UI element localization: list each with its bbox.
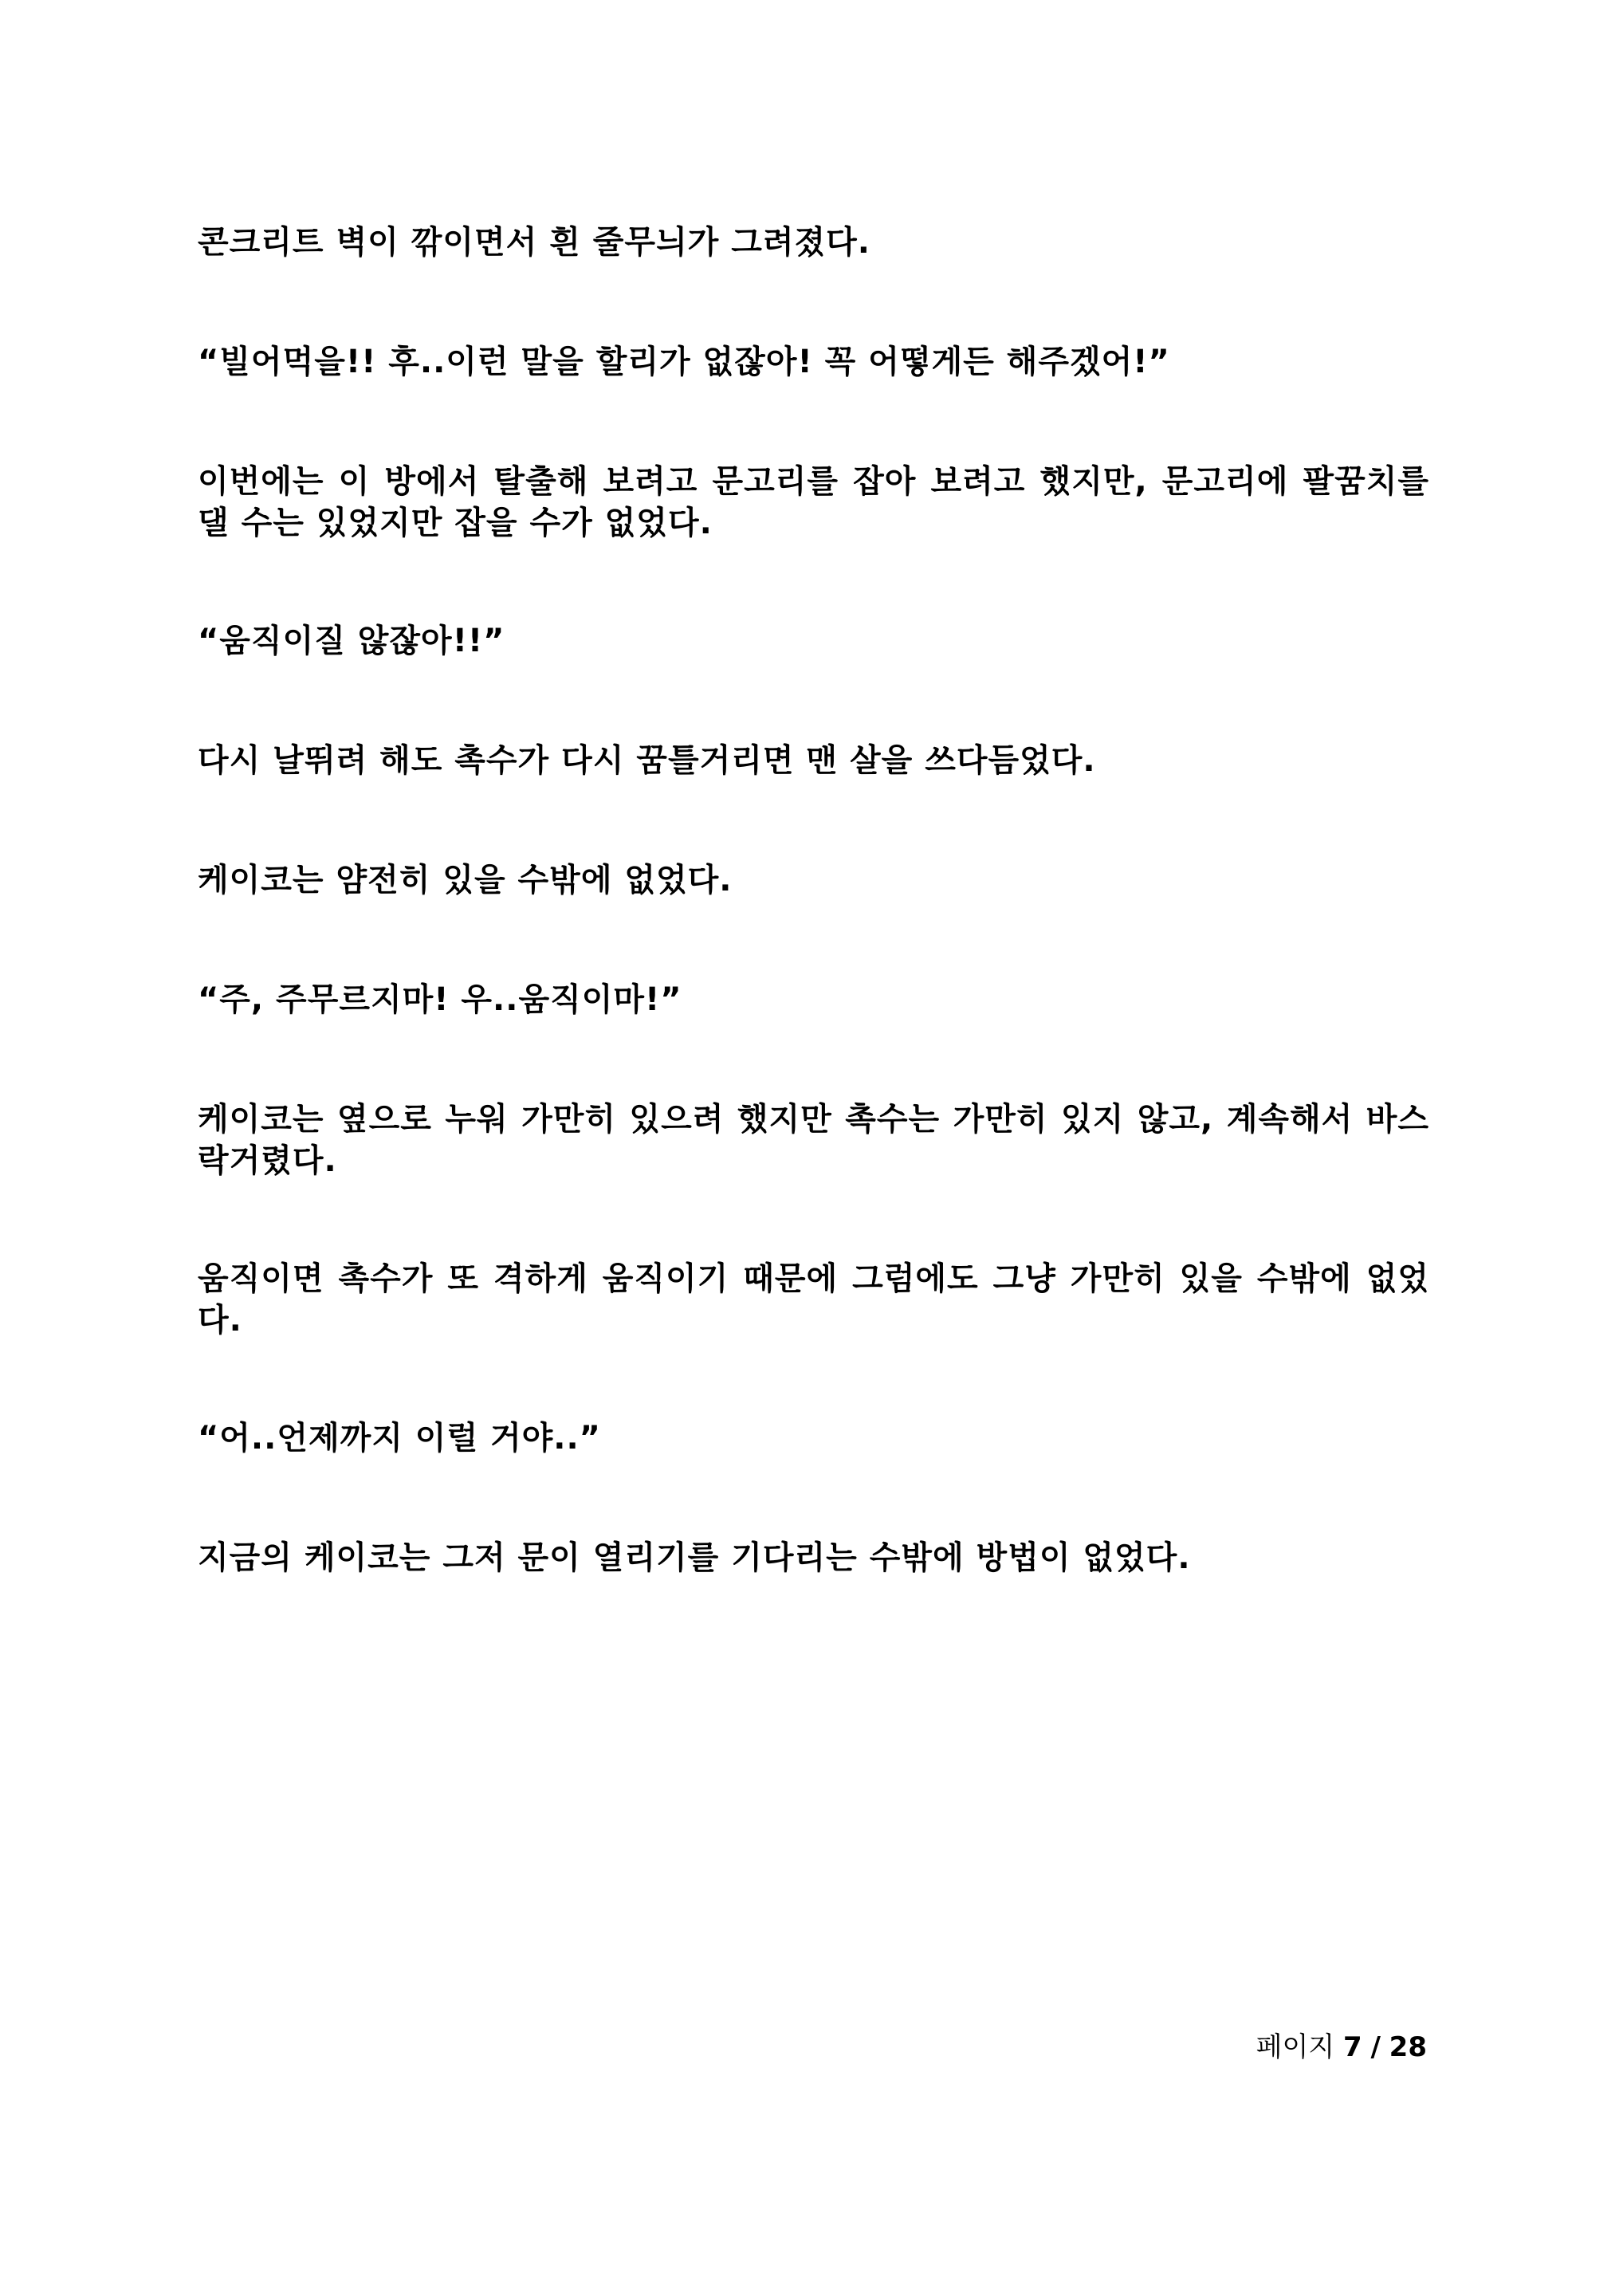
dialogue-line: “빌어먹을!! 후..이런 말을 할리가 없잖아! 꼭 어떻게든 해주겠어!” (198, 344, 1170, 380)
paragraph: 움직이면 촉수가 또 격하게 움직이기 때문에 그럼에도 그냥 가만히 있을 수밖에 없었다. (198, 1260, 1429, 1339)
paragraph: 지금의 케이코는 그저 문이 열리기를 기다리는 수밖에 방법이 없었다. (198, 1539, 1191, 1576)
page-label: 페이지 (1256, 2031, 1335, 2063)
dialogue-line: “어..언제까지 이럴 거야..” (198, 1420, 601, 1457)
page-number-footer (1256, 2031, 1427, 2063)
dialogue-line: “주, 주무르지마! 우..움직이마!” (198, 981, 682, 1018)
current-page-number: 7 (1342, 2031, 1362, 2063)
paragraph: 다시 날뛰려 해도 촉수가 다시 꿈틀거리면 맨 살을 쓰다듬었다. (198, 742, 1096, 779)
dialogue-line: “움직이질 않잖아!!” (198, 623, 505, 659)
total-pages-number: 28 (1389, 2031, 1427, 2063)
paragraph: 케이코는 옆으로 누워 가만히 있으려 했지만 촉수는 가만히 있지 않고, 계속해서 바스락거렸다. (198, 1101, 1429, 1179)
paragraph: 콘크리트 벽이 깎이면서 흰 줄무늬가 그려졌다. (198, 224, 870, 261)
paragraph: 케이코는 얌전히 있을 수밖에 없었다. (198, 862, 733, 898)
page-separator: / (1370, 2031, 1381, 2063)
paragraph: 이번에는 이 방에서 탈출해 보려고 문고리를 잡아 보려고 했지만, 문고리에 팔꿈치를 댈 수는 있었지만 잡을 수가 없었다. (198, 463, 1429, 541)
